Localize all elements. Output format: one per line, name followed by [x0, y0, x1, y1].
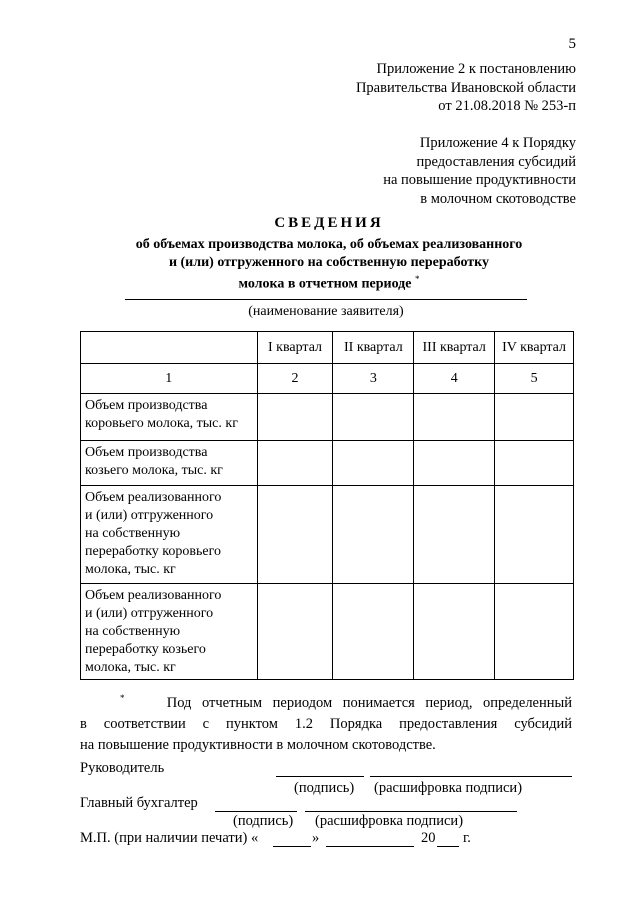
row-label-line: и (или) отгруженного	[85, 606, 214, 621]
table-cell-q4[interactable]	[495, 394, 574, 441]
table-row	[81, 584, 574, 680]
row-label	[81, 394, 258, 441]
row-label	[81, 584, 258, 680]
appendix-line: от 21.08.2018 № 253-п	[438, 98, 576, 114]
table-cell-q4[interactable]	[495, 584, 574, 680]
table-cell-q1[interactable]	[257, 584, 333, 680]
table-header-cell: I квартал	[257, 332, 333, 364]
table-header-cell: II квартал	[333, 332, 414, 364]
stamp-label: М.П. (при наличии печати) «	[80, 830, 259, 846]
row-label-line: переработку коровьего	[85, 544, 221, 559]
head-decode-caption: (расшифровка подписи)	[374, 780, 523, 796]
applicant-name-label: (наименование заявителя)	[248, 304, 404, 319]
subtitle-text: молока в отчетном периоде	[238, 276, 412, 292]
footnote	[80, 688, 572, 756]
accountant-decode-field[interactable]	[305, 795, 517, 812]
year-suffix: г.	[463, 830, 471, 846]
table-cell-q2[interactable]	[333, 394, 414, 441]
subtitle-line	[80, 271, 578, 293]
table-cell-q4[interactable]	[495, 441, 574, 486]
table-cell-q3[interactable]	[414, 486, 495, 584]
appendix-procedure	[383, 134, 576, 208]
page-number: 5	[568, 36, 576, 52]
head-sign-caption: (подпись)	[294, 780, 355, 796]
head-decode-field[interactable]	[370, 760, 572, 777]
accountant-decode-caption: (расшифровка подписи)	[315, 813, 464, 829]
table-cell-q2[interactable]	[333, 441, 414, 486]
accountant-signature-field[interactable]	[215, 795, 297, 812]
table-header-cell: IV квартал	[495, 332, 574, 364]
table-row	[81, 441, 574, 486]
day-field[interactable]	[273, 830, 311, 847]
table-cell-q1[interactable]	[257, 486, 333, 584]
appendix-resolution	[356, 60, 576, 116]
data-table	[80, 331, 574, 680]
appendix-line: в молочном скотоводстве	[420, 190, 576, 207]
table-header-cell: III квартал	[414, 332, 495, 364]
table-cell-q2[interactable]	[333, 584, 414, 680]
table-cell-q1[interactable]	[257, 394, 333, 441]
row-label	[81, 486, 258, 584]
row-label-line: Объем реализованного	[85, 588, 222, 603]
row-label-line: молока, тыс. кг	[85, 660, 176, 675]
footnote-line: на повышение продуктивности в молочном скотоводстве.	[80, 736, 436, 753]
appendix-line: предоставления субсидий	[416, 153, 576, 170]
table-header-row	[81, 332, 574, 364]
document-title: СВЕДЕНИЯ	[274, 215, 384, 231]
row-label	[81, 441, 258, 486]
head-signature-field[interactable]	[276, 760, 364, 777]
table-header-cell	[81, 332, 258, 364]
accountant-label: Главный бухгалтер	[80, 795, 198, 811]
appendix-line: на повышение продуктивности	[383, 172, 576, 188]
table-cell-q3[interactable]	[414, 584, 495, 680]
row-label-line: Объем производства	[85, 398, 208, 413]
table-cell-q3[interactable]	[414, 394, 495, 441]
table-number-cell: 3	[333, 364, 414, 394]
appendix-line: Приложение 2 к постановлению	[376, 61, 576, 77]
head-label: Руководитель	[80, 760, 165, 776]
applicant-name-line	[125, 299, 527, 300]
table-cell-q3[interactable]	[414, 441, 495, 486]
footnote-mark: *	[120, 693, 125, 703]
row-label-line: коровьего молока, тыс. кг	[85, 416, 238, 431]
row-label-line: переработку козьего	[85, 642, 206, 657]
table-cell-q4[interactable]	[495, 486, 574, 584]
appendix-line: Правительства Ивановской области	[355, 79, 576, 96]
year-field[interactable]	[437, 830, 459, 847]
month-field[interactable]	[326, 830, 414, 847]
quote-close: »	[312, 830, 320, 846]
footnote-line: * Под отчетным периодом понимается период, определенный	[120, 693, 573, 711]
footnote-line: в соответствии с пунктом 1.2 Порядка предоставления субсидий	[80, 715, 572, 732]
row-label-line: Объем реализованного	[85, 490, 222, 505]
table-number-row	[81, 364, 574, 394]
row-label-line: козьего молока, тыс. кг	[85, 463, 223, 478]
year-prefix: 20	[421, 830, 436, 846]
table-number-cell: 1	[81, 364, 258, 394]
table-number-cell: 5	[495, 364, 574, 394]
table-number-cell: 4	[414, 364, 495, 394]
table-row	[81, 394, 574, 441]
accountant-sign-caption: (подпись)	[233, 813, 294, 829]
subtitle-line: об объемах производства молока, об объемах реализованного	[135, 237, 523, 252]
appendix-line: Приложение 4 к Порядку	[419, 135, 576, 151]
row-label-line: и (или) отгруженного	[85, 508, 214, 523]
row-label-line: на собственную	[85, 526, 181, 541]
row-label-line: молока, тыс. кг	[85, 562, 176, 577]
table-number-cell: 2	[257, 364, 333, 394]
subtitle-line: и (или) отгруженного на собственную переработку	[168, 254, 490, 270]
table-cell-q1[interactable]	[257, 441, 333, 486]
table-row	[81, 486, 574, 584]
document-subtitle	[80, 236, 578, 293]
table-cell-q2[interactable]	[333, 486, 414, 584]
footnote-mark: *	[414, 274, 420, 284]
row-label-line: на собственную	[85, 624, 181, 639]
row-label-line: Объем производства	[85, 445, 208, 460]
